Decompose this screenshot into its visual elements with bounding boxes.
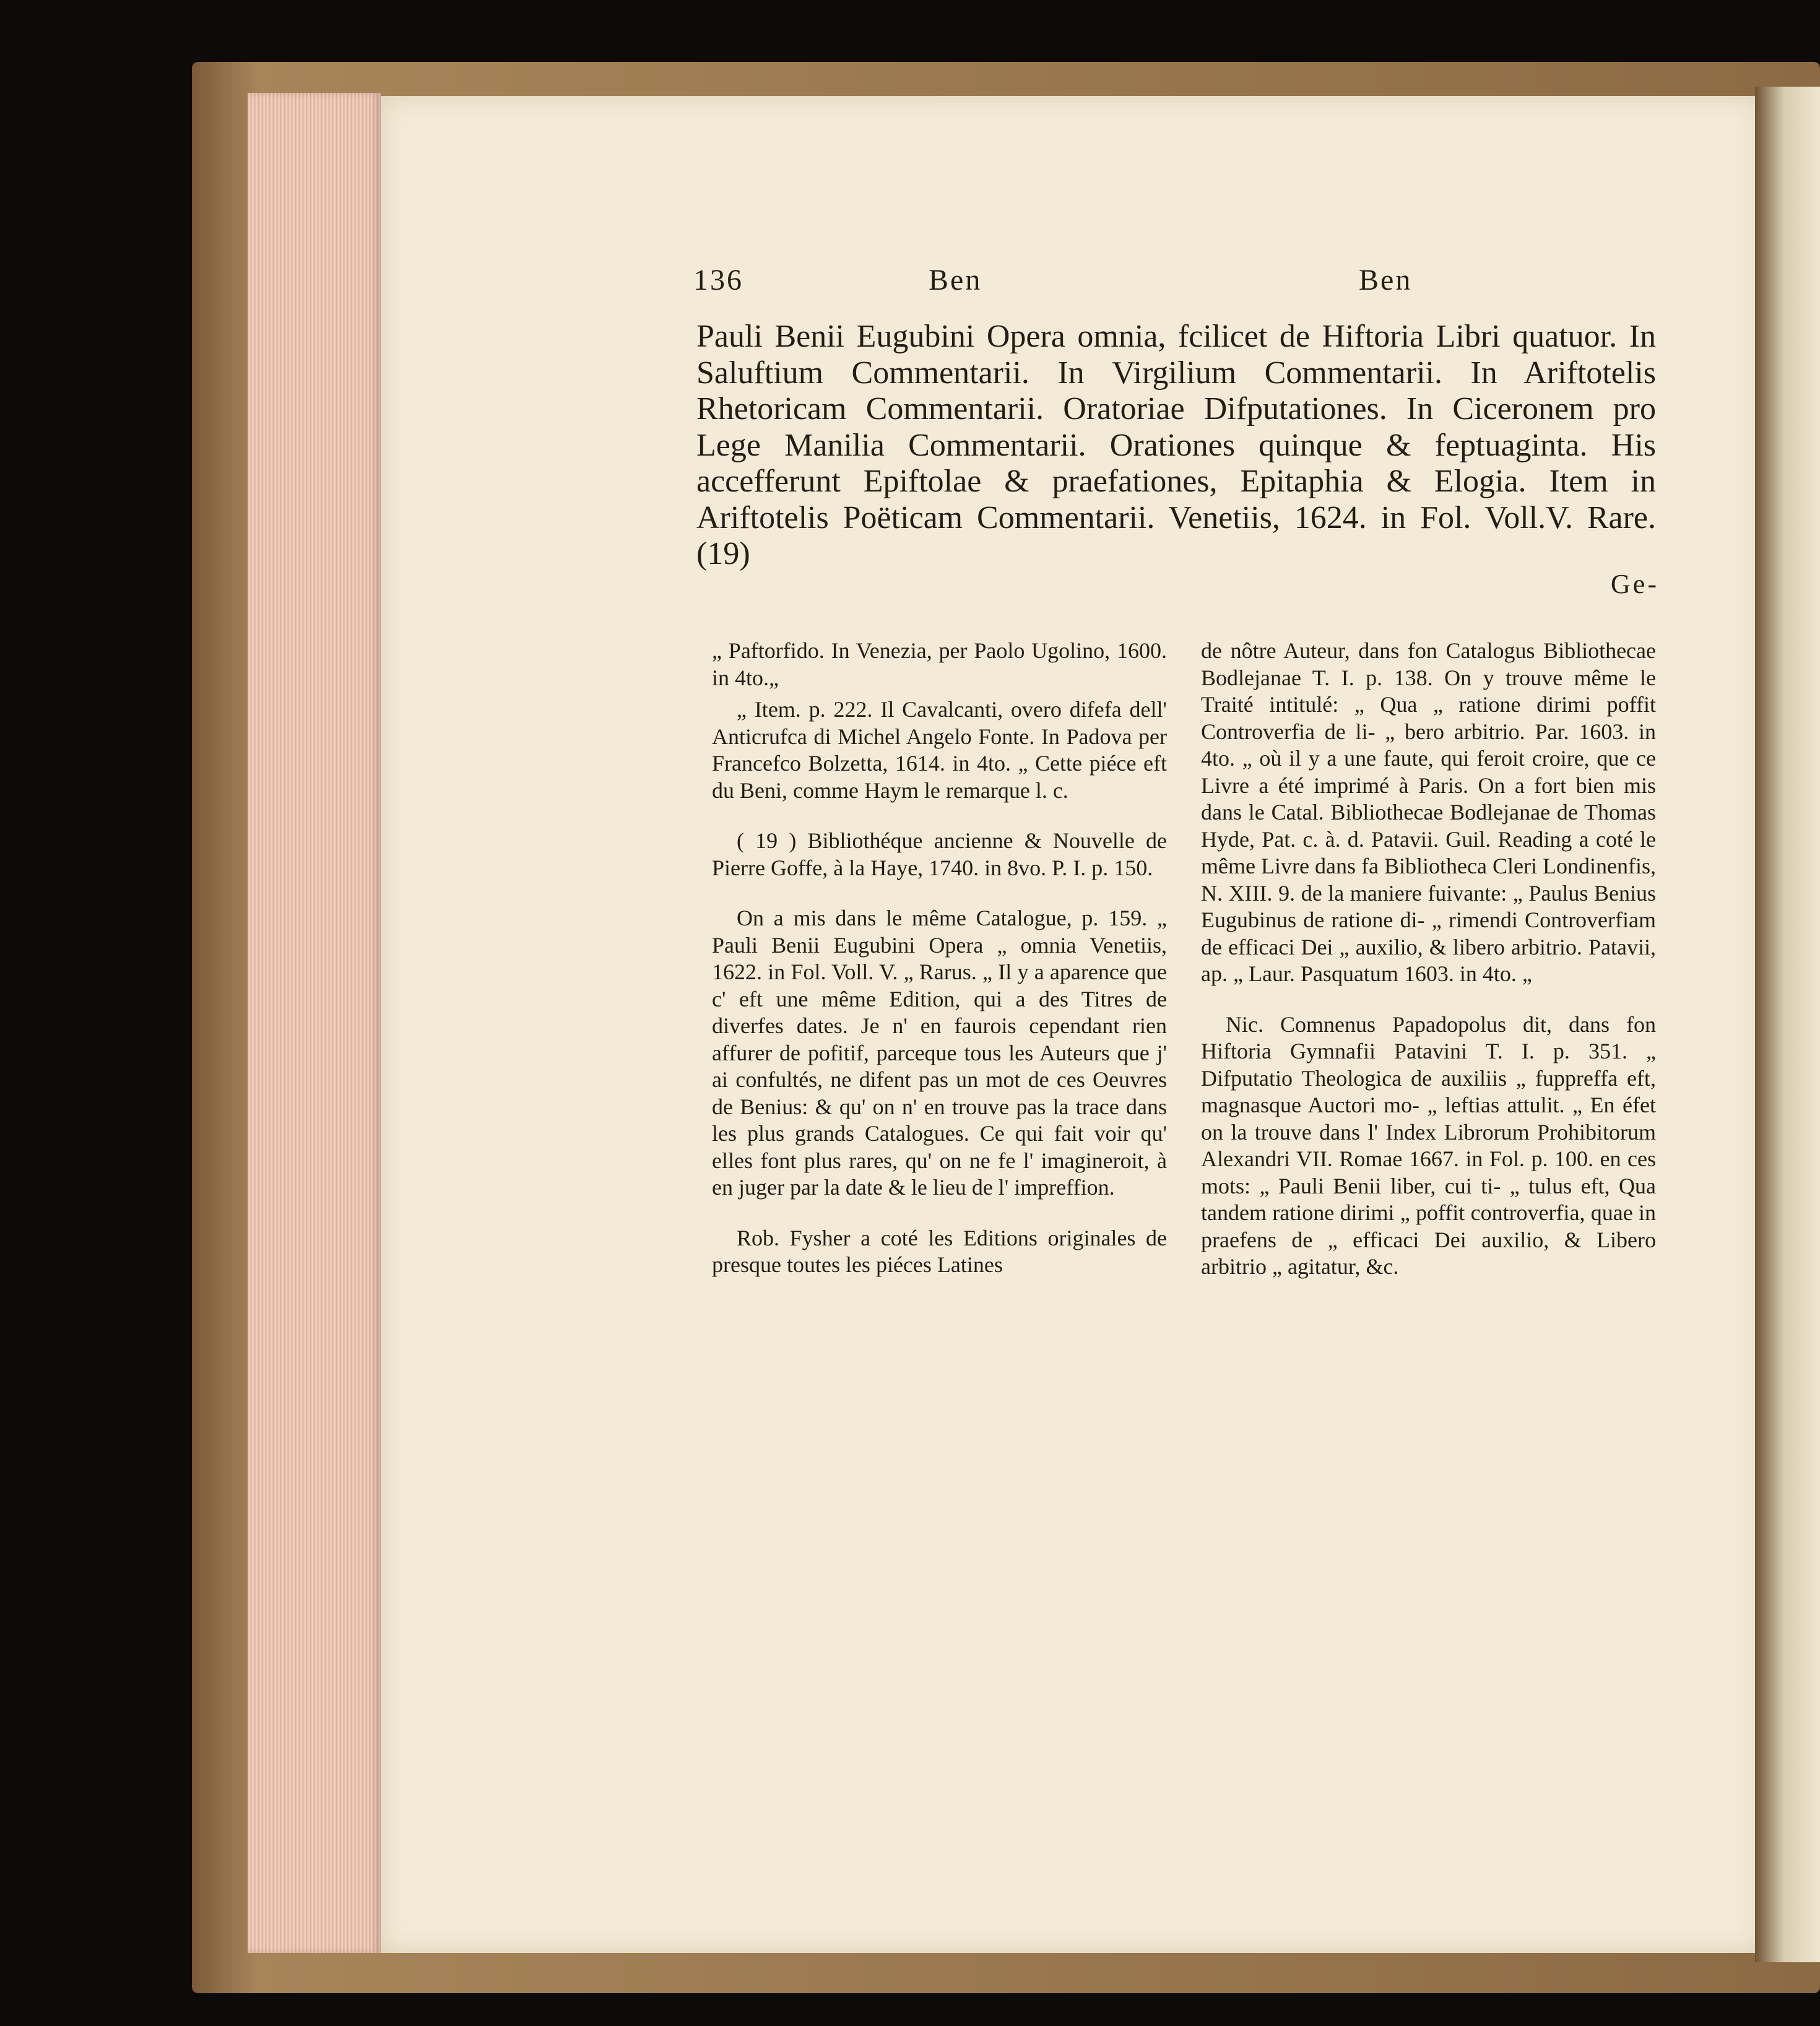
right-paragraph-2: Nic. Comnenus Papadopolus dit, dans fon Hiftoria Gymnafii Patavini T. I. p. 351. „ Difputatio Theologica de auxiliis „ fuppreffa eft, magnasque Auctori mo- „ leftias attulit. „ En éfet on la trouve dans l' Index Librorum Prohibitorum Alexandri VII. Romae 1667. in Fol. p. 100. en ces mots: „ Pauli Benii liber, cui ti- „ tulus eft, Qua tandem ratione dirimi „ poffit controverfia, quae in praefens de „ efficaci Dei auxilio, & Libero arbitrio „ agitatur, &c.: [1201, 1011, 1656, 1279]
running-head-right: Ben: [1359, 264, 1413, 297]
left-paragraph-5: Rob. Fysher a coté les Editions originales de presque toutes les piéces Latines: [712, 1225, 1167, 1277]
catchword: Ge-: [1611, 569, 1659, 599]
main-entry-text: Pauli Benii Eugubini Opera omnia, fcilicet de Hiftoria Libri quatuor. In Saluftium Commentarii. In Virgilium Commentarii. In Ariftotelis Rhetoricam Commentarii. Oratoriae Difputationes. In Ciceronem pro Lege Manilia Commentarii. Orationes quinque & feptuaginta. His accefferunt Epiftolae & praefationes, Epitaphia & Elogia. Item in Ariftotelis Poëticam Commentarii. Venetiis, 1624. in Fol. Voll.V. Rare. (19): [696, 319, 1656, 571]
left-paragraph-4: On a mis dans le même Catalogue, p. 159. „ Pauli Benii Eugubini Opera „ omnia Venetiis, 1622. in Fol. Voll. V. „ Rarus. „ Il y a aparence que c' eft une même Edition, qui a des Titres de diverfes dates. Je n' en faurois cependant rien affurer de pofitif, parceque tous les Auteurs que j' ai confultés, ne difent pas un mot de ces Oeuvres de Benius: & qu' on n' en trouve pas la trace dans les plus grands Catalogues. Ce qui fait voir qu' elles font plus rares, qu' on ne fe l' imagineroit, à en juger par la date & le lieu de l' impreffion.: [712, 906, 1167, 1200]
book-gutter: [1755, 87, 1820, 1962]
running-header: [693, 263, 1653, 300]
main-entry: [696, 319, 1656, 573]
left-column: [712, 638, 1167, 1302]
left-paragraph-2: „ Item. p. 222. Il Cavalcanti, overo difefa dell' Anticrufca di Michel Angelo Fonte. In Padova per Francefco Bolzetta, 1614. in 4to. „ Cette piéce eft du Beni, comme Haym le remarque l. c.: [712, 697, 1167, 803]
running-head-left: Ben: [929, 264, 982, 297]
page-number: 136: [693, 264, 743, 297]
left-paragraph-3: ( 19 ) Bibliothéque ancienne & Nouvelle de Pierre Goffe, à la Haye, 1740. in 8vo. P. I. p. 150.: [712, 828, 1167, 880]
left-paragraph-1: „ Paftorfido. In Venezia, per Paolo Ugolino, 1600. in 4to.„: [712, 638, 1167, 690]
right-paragraph-1: de nôtre Auteur, dans fon Catalogus Bibliothecae Bodlejanae T. I. p. 138. On y trouve même le Traité intitulé: „ Qua „ ratione dirimi poffit Controverfia de li- „ bero arbitrio. Par. 1603. in 4to. „ où il y a une faute, qui feroit croire, que ce Livre a été imprimé à Paris. On a fort bien mis dans le Catal. Bibliothecae Bodlejanae de Thomas Hyde, Pat. c. à. d. Patavii. Guil. Reading a coté le même Livre dans fa Bibliotheca Cleri Londinenfis, N. XIII. 9. de la maniere fuivante: „ Paulus Benius Eugubinus de ratione di- „ rimendi Controverfiam de efficaci Dei „ auxilio, & libero arbitrio. Patavii, ap. „ Laur. Pasquatum 1603. in 4to. „: [1201, 638, 1656, 986]
page-edges: [248, 93, 381, 1953]
right-column: [1201, 638, 1656, 1304]
